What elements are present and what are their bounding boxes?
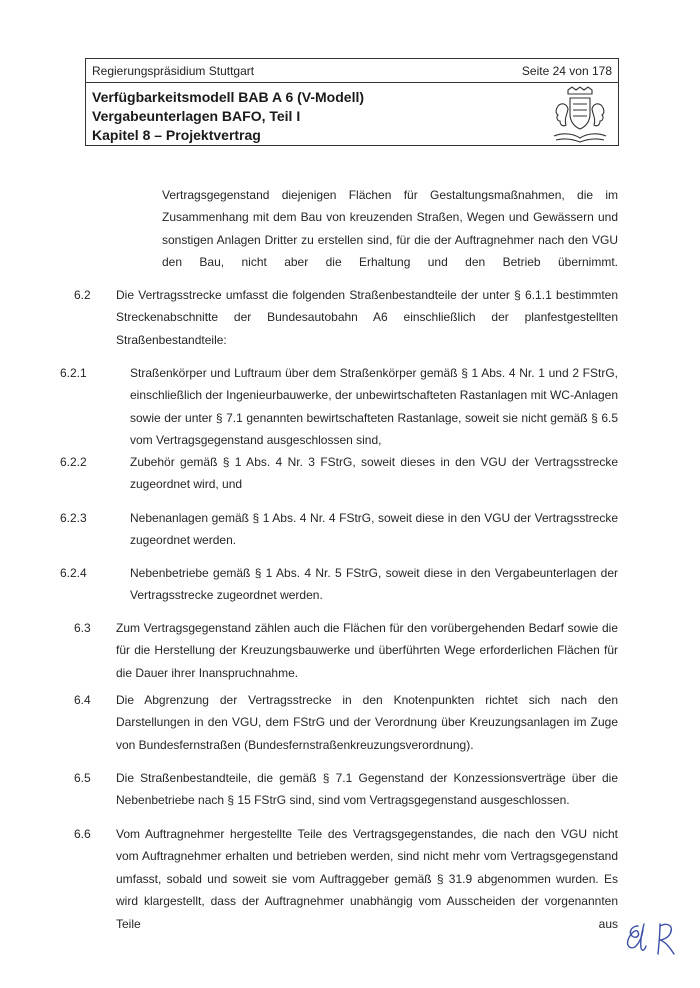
section-text: Die Abgrenzung der Vertragsstrecke in den Knotenpunkten richtet sich nach den Darstellungen in den VGU, dem FStrG und der Verordnung über Kreuzungsanlagen im Zuge von Bundesfernstraßen (Bundesfernstraßenkreuzungsverordnung). <box>116 693 618 752</box>
header-top-row <box>86 59 618 83</box>
section-text: Nebenbetriebe gemäß § 1 Abs. 4 Nr. 5 FStrG, soweit diese in den Vergabeunterlagen der Vertragsstrecke zugeordnet werden. <box>130 566 618 603</box>
section-number: 6.4 <box>74 693 91 707</box>
chapter-title: Kapitel 8 – Projektvertrag <box>92 127 261 143</box>
document-subtitle: Vergabeunterlagen BAFO, Teil I <box>92 108 301 124</box>
section-text: Straßenkörper und Luftraum über dem Straßenkörper gemäß § 1 Abs. 4 Nr. 1 und 2 FStrG, einschließlich der Ingenieurbauwerke, der unbewirtschafteten Rastanlagen mit WC-Anlagen sowie der unter § 7.1 genannten bewirtschafteten Rastanlage, soweit sie nicht gemäß § 6.5 vom Vertragsgegenstand ausgeschlossen sind, <box>130 366 618 448</box>
section-number: 6.2.4 <box>60 566 87 580</box>
section-number: 6.2.3 <box>60 511 87 525</box>
document-header <box>85 58 619 146</box>
section-text: Vom Auftragnehmer hergestellte Teile des Vertragsgegenstandes, die nach den VGU nicht vom Auftragnehmer erhalten und betrieben werden, sind nicht mehr vom Vertragsgegenstand umfasst, sobald und soweit sie vom Auftraggeber gemäß § 31.9 abgenommen wurden. Es wird klargestellt, dass der Auftragnehmer unabhängig vom Ausscheiden der vorgenannten Teile aus <box>116 827 618 931</box>
section-text: Die Straßenbestandteile, die gemäß § 7.1 Gegenstand der Konzessionsverträge über die Nebenbetriebe nach § 15 FStrG sind, sind vom Vertragsgegenstand ausgeschlossen. <box>116 771 618 808</box>
section-number: 6.3 <box>74 621 91 635</box>
document-title: Verfügbarkeitsmodell BAB A 6 (V-Modell) <box>92 89 365 105</box>
state-coat-of-arms-icon <box>550 86 610 144</box>
handwritten-initials-icon <box>620 916 690 960</box>
section-number: 6.2.1 <box>60 366 87 380</box>
page-number: Seite 24 von 178 <box>521 64 612 78</box>
section-text: Zum Vertragsgegenstand zählen auch die Flächen für den vorübergehenden Bedarf sowie die für die Herstellung der Kreuzungsbauwerke und überführten Wege erforderlichen Flächen für die Dauer ihrer Inanspruchnahme. <box>116 621 618 680</box>
organization-name: Regierungspräsidium Stuttgart <box>92 64 255 78</box>
section-number: 6.2 <box>74 288 91 302</box>
intro-paragraph: Vertragsgegenstand diejenigen Flächen für Gestaltungsmaßnahmen, die im Zusammenhang mit dem Bau von kreuzenden Straßen, Wegen und Gewässern und sonstigen Anlagen Dritter zu erstellen sind, für die der Auftragnehmer nach den VGU den Bau, nicht aber die Erhaltung und den Betrieb übernimmt. <box>162 188 618 270</box>
section-number: 6.6 <box>74 827 91 841</box>
section-text: Die Vertragsstrecke umfasst die folgenden Straßenbestandteile der unter § 6.1.1 bestimmten Streckenabschnitte der Bundesautobahn A6 einschließlich der planfestgestellten Straßenbestandteile: <box>116 288 618 347</box>
section-text: Nebenanlagen gemäß § 1 Abs. 4 Nr. 4 FStrG, soweit diese in den VGU der Vertragsstrecke zugeordnet werden. <box>130 511 618 548</box>
section-number: 6.2.2 <box>60 455 87 469</box>
section-text: Zubehör gemäß § 1 Abs. 4 Nr. 3 FStrG, soweit dieses in den VGU der Vertragsstrecke zugeordnet wird, und <box>130 455 618 492</box>
section-number: 6.5 <box>74 771 91 785</box>
